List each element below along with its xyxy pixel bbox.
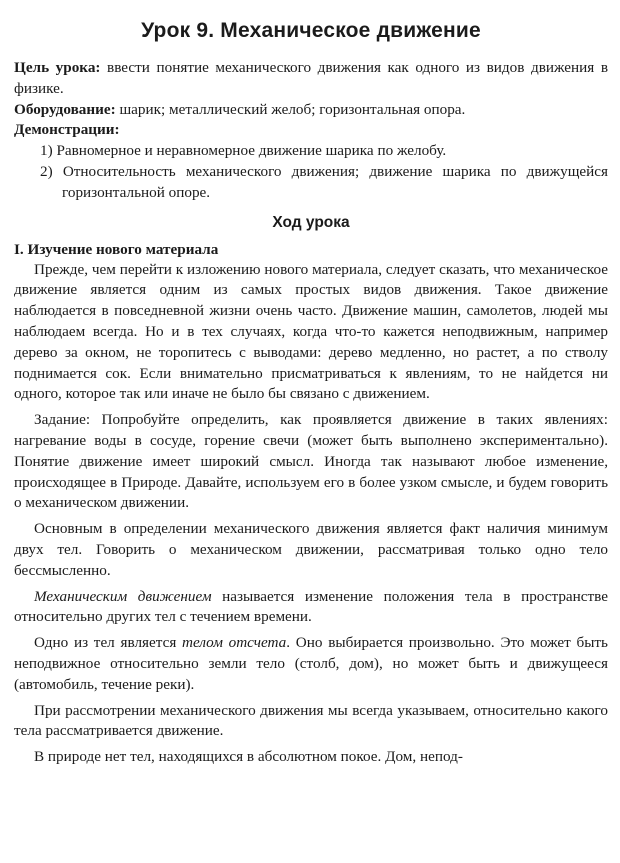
- term-emphasis: Механическим движением: [34, 587, 212, 605]
- goal-text: ввести понятие механического движения как одного из видов движения в физике.: [14, 59, 608, 97]
- demos-label: [14, 120, 608, 141]
- equipment-paragraph: [14, 100, 608, 121]
- paragraph: Основным в определении механического движения является факт наличия минимум двух тел. Говорить о механическом движении, рассматривая только одно тело бессмысленно.: [14, 520, 608, 579]
- list-item-number: 2): [40, 162, 53, 180]
- list-item: [14, 162, 608, 204]
- demos-label-text: Демонстрации:: [14, 121, 120, 139]
- equipment-text: шарик; металлический желоб; горизонтальная опора.: [119, 100, 466, 118]
- paragraph-text: Одно из тел является: [34, 634, 183, 652]
- paragraph: При рассмотрении механического движения мы всегда указываем, относительно какого тела рассматривается движение.: [14, 701, 608, 740]
- goal-label: Цель урока:: [14, 59, 101, 76]
- paragraph-definition: [14, 587, 608, 629]
- paragraph: Задание: Попробуйте определить, как проявляется движение в таких явлениях: нагревание воды в сосуде, горение свечи (может быть выполнено экспериментально). Понятие движение имеет широкий смысл. Иногда так называют любое изменение, происходящее в Природе. Давайте, используем его в более узком смысле, и будем говорить о механическом движении.: [14, 411, 608, 512]
- list-item: [14, 141, 608, 162]
- term-emphasis: телом отсчета: [182, 634, 287, 652]
- definition-text: называется изменение положения тела в пространстве относительно других тел с течением времени.: [14, 587, 608, 626]
- paragraph-reference-body: [14, 633, 608, 695]
- lesson-title: Урок 9. Механическое движение: [141, 19, 481, 42]
- list-item-number: 1): [40, 142, 53, 160]
- list-item-text: Относительность механического движения; движение шарика по движущейся горизонтальной опоре.: [62, 162, 609, 201]
- demos-list: [14, 141, 608, 203]
- goal-paragraph: [14, 58, 608, 100]
- equipment-label: Оборудование:: [14, 100, 116, 118]
- lesson-heading: Ход урока: [272, 213, 350, 231]
- list-item-text: Равномерное и неравномерное движение шарика по желобу.: [56, 142, 447, 160]
- paragraph-text: . Оно выбирается произвольно. Это может быть неподвижное относительно земли тело (столб, дом), но может быть и движущееся (автомобиль, течение реки).: [14, 634, 608, 693]
- section-heading: I. Изучение нового материала: [14, 240, 219, 258]
- paragraph: В природе нет тел, находящихся в абсолютном покое. Дом, непод-: [34, 748, 463, 766]
- paragraph: Прежде, чем перейти к изложению нового материала, следует сказать, что механическое движение является одним из самых простых видов движения. Такое движение наблюдается в повседневной жизни очень часто. Движение машин, самолетов, людей мы наблюдаем всегда. Но и в тех случаях, когда что-то кажется неподвижным, например дерево за окном, не торопитесь с выводами: дерево медленно, но растет, а по стволу поднимается сок. Если внимательно присматриваться к явлениям, то не найдется ни одного, которое так или иначе не было бы связано с движением.: [14, 260, 608, 403]
